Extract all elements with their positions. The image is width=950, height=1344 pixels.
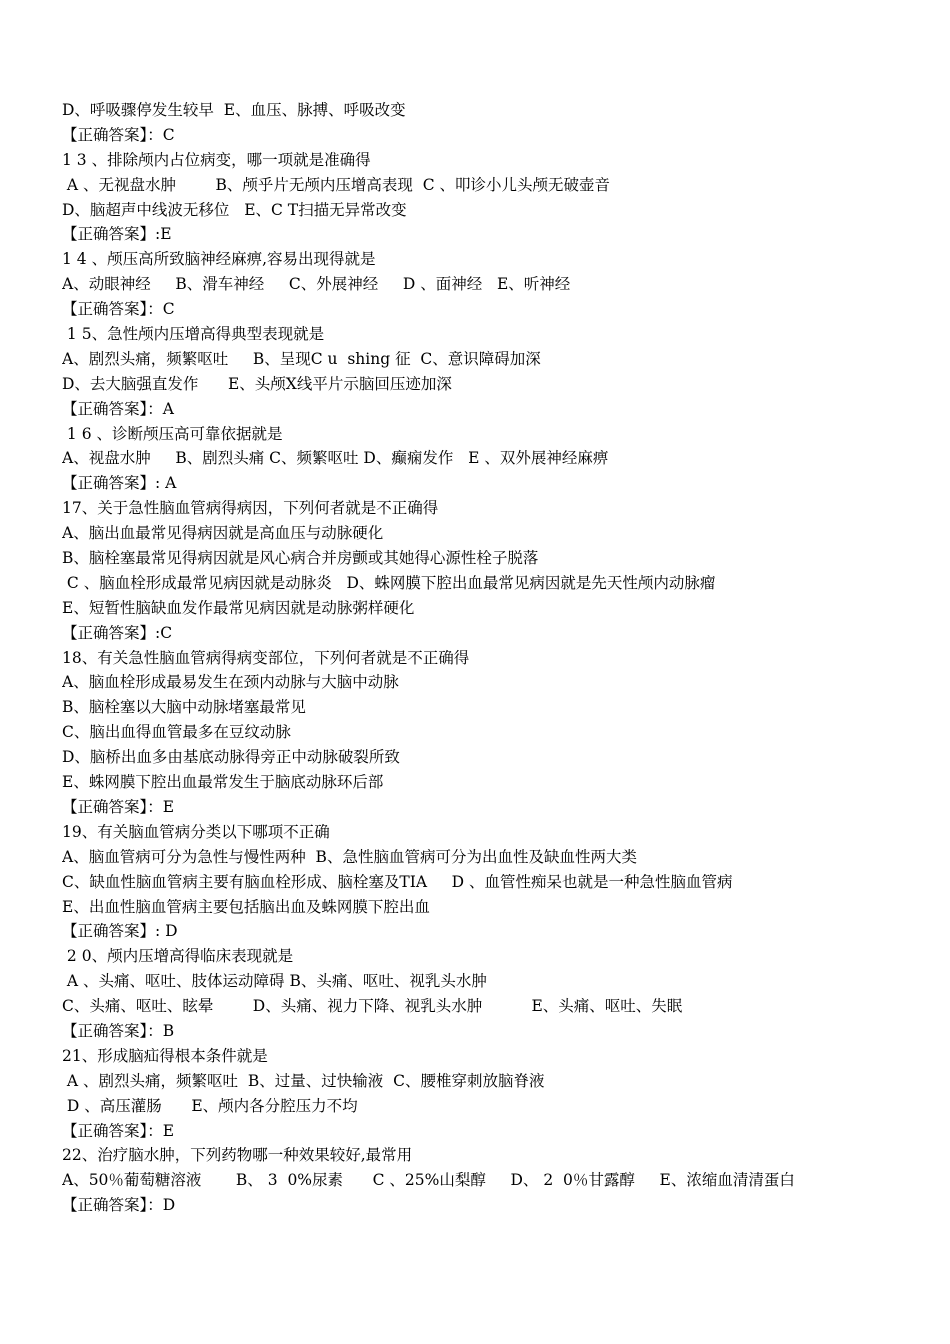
answer-line: 【正确答案】: A: [62, 474, 177, 493]
text-line: A、视盘水肿 B、剧烈头痛 C、频繁呕吐 D、癫痫发作 E 、双外展神经麻痹: [62, 449, 609, 468]
answer-line: 【正确答案】: D: [62, 922, 178, 941]
text-line: B、脑栓塞最常见得病因就是风心病合并房颤或其她得心源性栓子脱落: [62, 549, 539, 568]
text-line: 18、有关急性脑血管病得病变部位，下列何者就是不正确得: [62, 648, 470, 667]
text-line: C、缺血性脑血管病主要有脑血栓形成、脑栓塞及TIA D 、血管性痴呆也就是一种急性脑血管病: [62, 872, 733, 891]
text-line: A、脑出血最常见得病因就是高血压与动脉硬化: [62, 524, 384, 543]
answer-line: 【正确答案】：C: [62, 300, 175, 319]
answer-line: 【正确答案】：C: [62, 125, 175, 144]
text-line: 22、治疗脑水肿，下列药物哪一种效果较好,最常用: [62, 1146, 413, 1165]
text-line: A 、无视盘水肿 B、颅乎片无颅内压增高表现 C 、叩诊小儿头颅无破壶音: [62, 175, 610, 194]
text-line: 2 0、颅内压增高得临床表现就是: [62, 947, 294, 966]
answer-line: 【正确答案】：D: [62, 1196, 176, 1215]
answer-line: 【正确答案】：E: [62, 797, 175, 816]
text-line: D、去大脑强直发作 E、头颅X线平片示脑回压迹加深: [62, 374, 452, 393]
text-line: E、短暂性脑缺血发作最常见病因就是动脉粥样硬化: [62, 598, 415, 617]
text-line: A 、头痛、呕吐、肢体运动障碍 B、头痛、呕吐、视乳头水肿: [62, 972, 487, 991]
text-line: D、脑桥出血多由基底动脉得旁正中动脉破裂所致: [62, 748, 400, 767]
text-line: D、脑超声中线波无移位 E、C T扫描无异常改变: [62, 200, 407, 219]
text-line: C、头痛、呕吐、眩晕 D、头痛、视力下降、视乳头水肿 E、头痛、呕吐、失眠: [62, 997, 683, 1016]
text-line: 17、关于急性脑血管病得病因，下列何者就是不正确得: [62, 499, 439, 518]
text-line: 1 4 、颅压高所致脑神经麻痹,容易出现得就是: [62, 250, 376, 269]
text-line: 21、形成脑疝得根本条件就是: [62, 1046, 268, 1065]
answer-line: 【正确答案】：A: [62, 399, 174, 418]
text-line: 1 5、急性颅内压增高得典型表现就是: [62, 325, 325, 344]
text-line: D、呼吸骤停发生较早 E、血压、脉搏、呼吸改变: [62, 101, 406, 119]
text-line: D 、高压灌肠 E、颅内各分腔压力不均: [62, 1096, 358, 1115]
answer-line: 【正确答案】：B: [62, 1021, 175, 1040]
text-line: A、剧烈头痛，频繁呕吐 B、呈现C u shing 征 C、意识障碍加深: [62, 349, 541, 368]
text-line: A、50％葡萄糖溶液 B、 3 0%尿素 C 、25%山梨醇 D、 2 0％甘露醇 E、浓缩血清清蛋白: [62, 1171, 795, 1190]
answer-line: 【正确答案】：E: [62, 1121, 175, 1140]
text-line: A、动眼神经 B、滑车神经 C、外展神经 D 、面神经 E、听神经: [62, 275, 571, 294]
text-line: C、脑出血得血管最多在豆纹动脉: [62, 723, 291, 742]
text-line: E、蛛网膜下腔出血最常发生于脑底动脉环后部: [62, 773, 384, 792]
text-line: C 、脑血栓形成最常见病因就是动脉炎 D、蛛网膜下腔出血最常见病因就是先天性颅内动脉瘤: [62, 573, 716, 592]
text-line: A、脑血管病可分为急性与慢性两种 B、急性脑血管病可分为出血性及缺血性两大类: [62, 847, 637, 866]
text-line: 1 6 、诊断颅压高可靠依据就是: [62, 424, 283, 443]
document-body: [62, 98, 922, 1218]
text-line: A 、剧烈头痛，频繁呕吐 B、过量、过快输液 C、腰椎穿刺放脑脊液: [62, 1071, 545, 1090]
text-line: 19、有关脑血管病分类以下哪项不正确: [62, 822, 330, 841]
text-line: A、脑血栓形成最易发生在颈内动脉与大脑中动脉: [62, 673, 399, 692]
answer-line: 【正确答案】:E: [62, 225, 172, 244]
text-line: 1 3 、排除颅内占位病变，哪一项就是准确得: [62, 150, 371, 169]
answer-line: 【正确答案】:C: [62, 623, 173, 642]
text-line: B、脑栓塞以大脑中动脉堵塞最常见: [62, 698, 306, 717]
text-line: E、出血性脑血管病主要包括脑出血及蛛网膜下腔出血: [62, 897, 430, 916]
